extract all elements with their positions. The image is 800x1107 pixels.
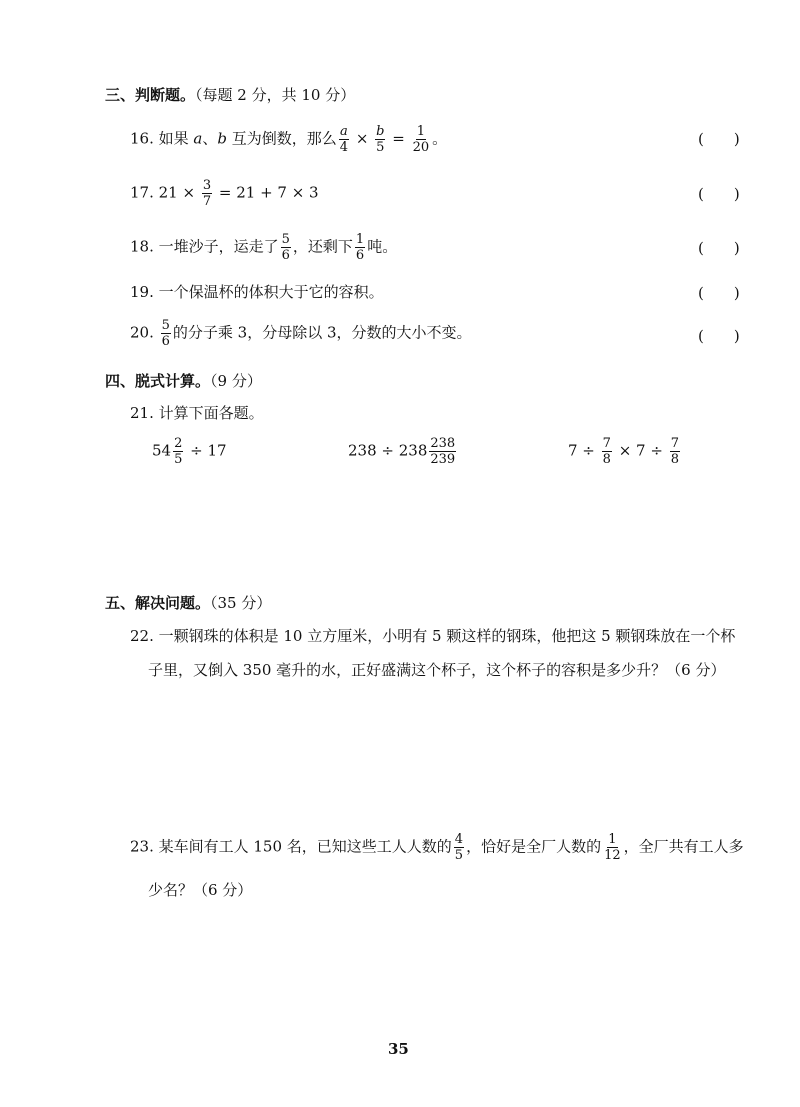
q18-prefix: 18. 一堆沙子，运走了 [130, 237, 279, 256]
q16-fraction-2 [375, 124, 385, 155]
section-3-points: （每题 2 分，共 10 分） [195, 86, 356, 104]
q23-fraction-2 [603, 832, 622, 863]
q16-middle: 互为倒数，那么 [226, 129, 337, 148]
q17-den: 7 [202, 194, 212, 209]
question-23-line-2: 少名？（6 分） [148, 881, 253, 899]
section-5-title: 五、解决问题。 [105, 594, 211, 612]
q23-end: ，全厂共有工人多 [623, 837, 744, 856]
e1-num: 2 [174, 436, 183, 451]
e3-prefix: 7 ÷ [568, 441, 600, 460]
section-3-title: 三、判断题。 [105, 86, 196, 104]
q16-f3-den: 20 [412, 140, 430, 155]
question-20 [130, 318, 472, 349]
q23-prefix: 23. 某车间有工人 150 名，已知这些工人人数的 [130, 837, 452, 856]
question-19: 19. 一个保温杯的体积大于它的容积。 [130, 283, 384, 301]
q20-answer-paren[interactable]: ( ) [698, 327, 740, 345]
q20-prefix: 20. [130, 323, 159, 342]
e3-f2-den: 8 [670, 452, 679, 467]
q17-num: 3 [202, 178, 212, 193]
section-5-points: （35 分） [210, 594, 272, 612]
q23-fraction-1 [454, 832, 464, 863]
e3-fraction-2 [670, 436, 680, 467]
q16-fraction-3 [412, 124, 431, 155]
q18-fraction-1 [281, 232, 291, 263]
q17-suffix: = 21 + 7 × 3 [214, 183, 319, 202]
q16-var-a: a [193, 129, 203, 148]
q16-separator: 、 [202, 129, 218, 148]
expression-1 [152, 436, 227, 467]
q16-end: 。 [432, 129, 448, 148]
q16-var-b: b [217, 129, 227, 148]
q20-fraction [161, 318, 171, 349]
q20-num: 5 [161, 318, 170, 333]
q20-den: 6 [161, 334, 170, 349]
e1-whole: 54 [152, 441, 172, 460]
q23-f1-den: 5 [454, 848, 464, 863]
expression-3 [568, 436, 682, 467]
q23-f1-num: 4 [454, 832, 464, 847]
question-17 [130, 178, 319, 209]
q23-middle: ，恰好是全厂人数的 [466, 837, 602, 856]
question-16 [130, 124, 447, 155]
section-4-heading [105, 370, 262, 391]
q23-f2-num: 1 [608, 832, 617, 847]
question-23-line-1 [130, 832, 744, 863]
q16-f2-den: 5 [376, 140, 385, 155]
q18-f1-num: 5 [281, 232, 290, 247]
q16-f3-num: 1 [416, 124, 425, 139]
expression-2 [348, 436, 458, 467]
section-3-heading [105, 84, 355, 105]
q19-answer-paren[interactable]: ( ) [698, 284, 740, 302]
e3-middle: × 7 ÷ [613, 441, 668, 460]
q18-f2-den: 6 [355, 248, 365, 263]
e2-prefix: 238 ÷ 238 [348, 441, 428, 460]
e1-fraction [173, 436, 183, 467]
q16-f1-num: a [340, 124, 348, 139]
q17-fraction [202, 178, 212, 209]
q16-times: × [351, 129, 374, 148]
q18-fraction-2 [355, 232, 365, 263]
q16-f2-num: b [376, 124, 385, 139]
q16-fraction-1 [339, 124, 349, 155]
e2-num: 238 [430, 436, 456, 451]
question-22-line-1: 22. 一颗钢珠的体积是 10 立方厘米，小明有 5 颗这样的钢珠，他把这 5 颗钢珠放在一个杯 [130, 627, 736, 645]
question-22-line-2: 子里，又倒入 350 毫升的水，正好盛满这个杯子，这个杯子的容积是多少升？（6 分） [148, 661, 726, 679]
section-5-heading [105, 592, 271, 613]
q16-prefix: 16. 如果 [130, 129, 194, 148]
e3-f1-den: 8 [602, 452, 611, 467]
question-21: 21. 计算下面各题。 [130, 404, 264, 422]
q16-equals: = [387, 129, 410, 148]
q18-f2-num: 1 [355, 232, 365, 247]
e3-f2-num: 7 [670, 436, 679, 451]
e1-den: 5 [174, 452, 183, 467]
e1-suffix: ÷ 17 [185, 441, 227, 460]
q20-suffix: 的分子乘 3，分母除以 3，分数的大小不变。 [172, 323, 472, 342]
section-4-title: 四、脱式计算。 [105, 372, 211, 390]
q18-middle: ，还剩下 [292, 237, 353, 256]
q23-f2-den: 12 [604, 848, 621, 863]
e3-fraction-1 [602, 436, 612, 467]
e2-fraction [429, 436, 456, 467]
e2-den: 239 [430, 452, 456, 467]
q16-answer-paren[interactable]: ( ) [698, 130, 740, 148]
q16-f1-den: 4 [339, 140, 349, 155]
q17-prefix: 17. 21 × [130, 183, 200, 202]
q18-f1-den: 6 [281, 248, 290, 263]
page-number: 35 [388, 1040, 409, 1058]
e3-f1-num: 7 [602, 436, 611, 451]
section-4-points: （9 分） [210, 372, 262, 390]
q17-answer-paren[interactable]: ( ) [698, 185, 740, 203]
question-18 [130, 232, 397, 263]
q18-end: 吨。 [367, 237, 398, 256]
q18-answer-paren[interactable]: ( ) [698, 239, 740, 257]
